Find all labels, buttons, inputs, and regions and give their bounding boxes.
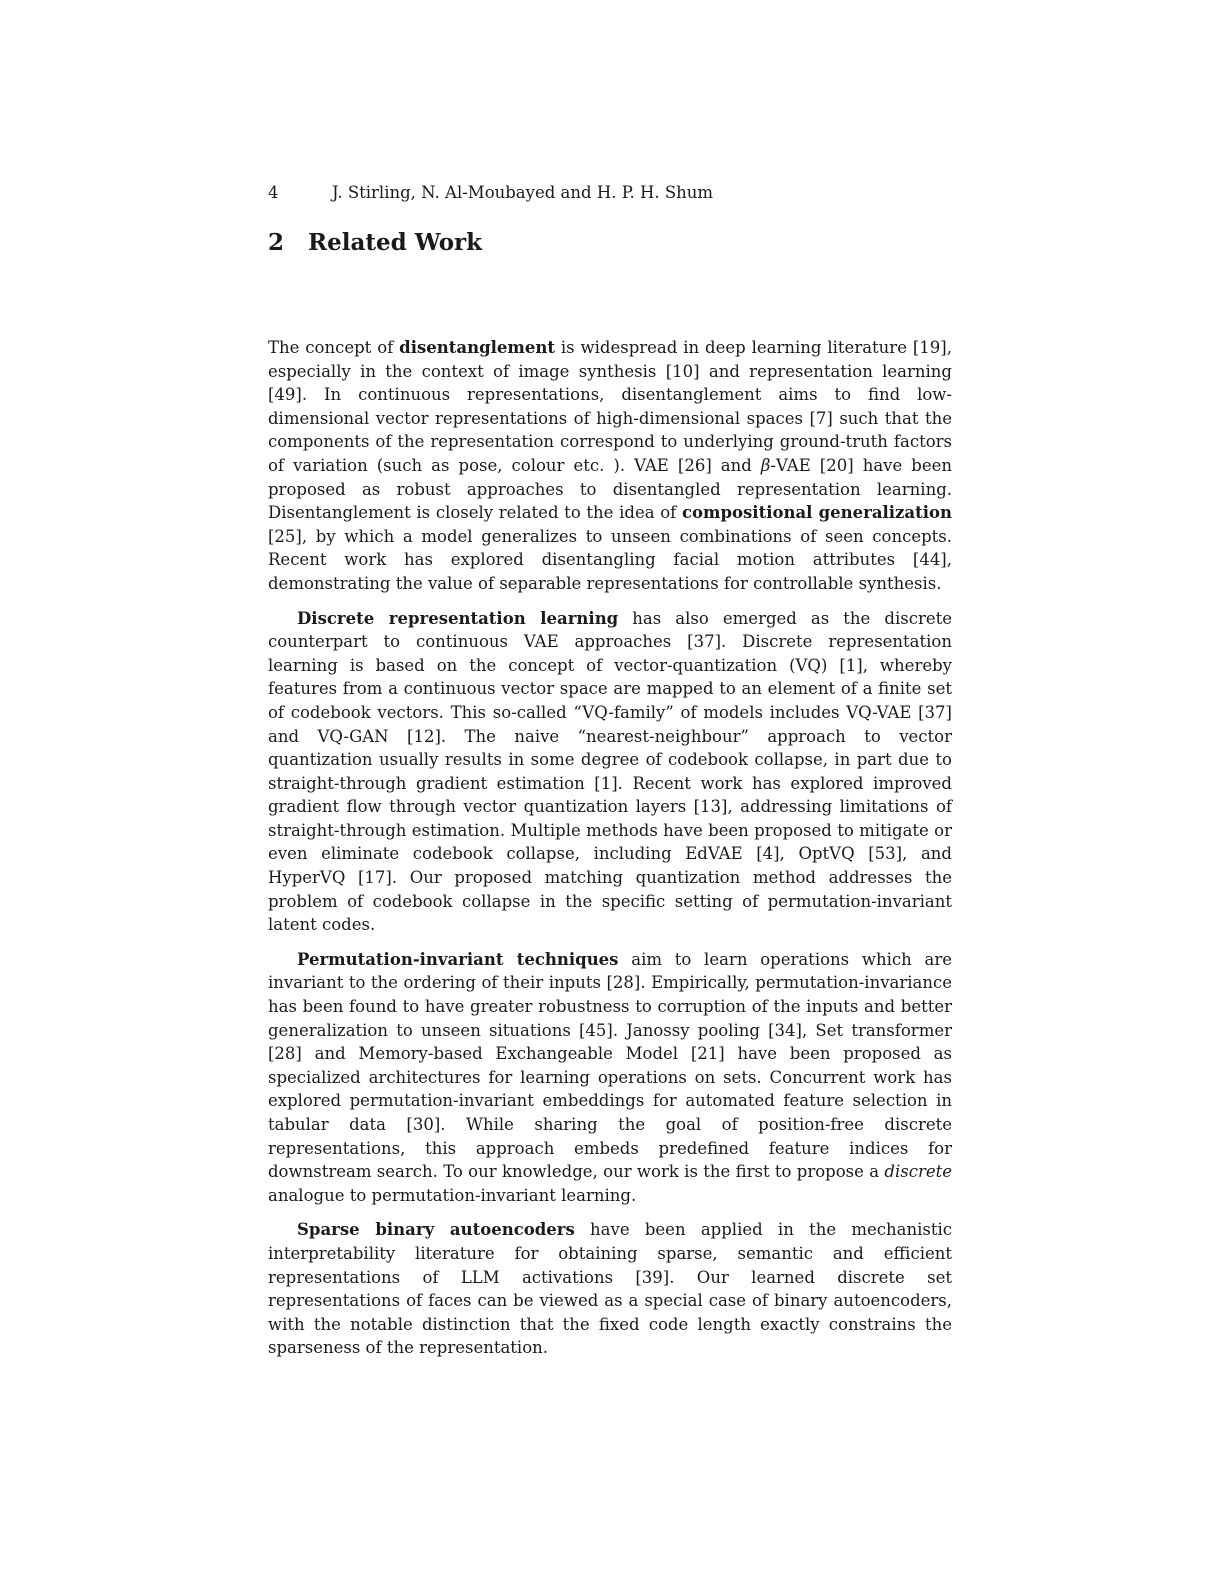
bold-term: compositional generalization xyxy=(681,503,953,523)
paragraph-discrete-representation xyxy=(268,607,952,937)
bold-term: Sparse binary autoencoders xyxy=(297,1220,575,1240)
bold-term: Discrete representation learning xyxy=(297,608,619,628)
paragraph-sparse-autoencoders xyxy=(268,1218,952,1360)
text-span: The concept of xyxy=(268,338,400,357)
bold-term: disentanglement xyxy=(399,338,555,357)
text-span: [25], by which a model generalizes to unseen combinations of seen concepts. Recent work has explored disentangling facial motion attributes [44], demonstrating the value of separable representations for controllable synthesis. xyxy=(268,526,952,593)
paragraph-permutation-invariant xyxy=(268,948,952,1208)
page-number: 4 xyxy=(268,183,279,202)
author-line: J. Stirling, N. Al-Moubayed and H. P. H. Shum xyxy=(332,183,714,202)
body-text xyxy=(268,336,952,1371)
italic-symbol: β xyxy=(760,455,771,475)
italic-term: discrete xyxy=(884,1162,952,1182)
text-span: analogue to permutation-invariant learning. xyxy=(268,1185,637,1205)
section-number: 2 xyxy=(268,229,285,256)
paragraph-disentanglement xyxy=(268,336,952,596)
text-span: is widespread in deep learning literature [19], especially in the context of image synthesis [10] and representation learning [49]. In continuous representations, disentanglement aims to find low-dimensional vector representations of high-dimensional spaces [7] such that the components of the representation correspond to underlying ground-truth factors of variation (such as pose, colour etc. ). VAE [26] and xyxy=(268,338,952,475)
bold-term: Permutation-invariant techniques xyxy=(297,949,619,969)
section-heading xyxy=(268,228,482,258)
text-span: -VAE [20] have been proposed as robust approaches to disentangled representation learning. Disentanglement is closely related to the idea of xyxy=(268,455,953,523)
text-span: aim to learn operations which are invariant to the ordering of their inputs [28]. Empirically, permutation-invariance has been found to have greater robustness to corruption of the inputs and better generalization to unseen situations [45]. Janossy pooling [34], Set transformer [28] and Memory-based Exchangeable Model [21] have been proposed as specialized architectures for learning operations on sets. Concurrent work has explored permutation-invariant embeddings for automated feature selection in tabular data [30]. While sharing the goal of position-free discrete representations, this approach embeds predefined feature indices for downstream search. To our knowledge, our work is the first to propose a xyxy=(268,949,953,1182)
text-span: have been applied in the mechanistic interpretability literature for obtaining sparse, semantic and efficient representations of LLM activations [39]. Our learned discrete set representations of faces can be viewed as a special case of binary autoencoders, with the notable distinction that the fixed code length exactly constrains the sparseness of the representation. xyxy=(268,1220,952,1358)
section-title: Related Work xyxy=(308,229,483,256)
text-span: has also emerged as the discrete counterpart to continuous VAE approaches [37]. Discrete representation learning is based on the concept of vector-quantization (VQ) [1], whereby features from a continuous vector space are mapped to an element of a finite set of codebook vectors. This so-called “VQ-family” of models includes VQ-VAE [37] and VQ-GAN [12]. The naive “nearest-neighbour” approach to vector quantization usually results in some degree of codebook collapse, in part due to straight-through gradient estimation [1]. Recent work has explored improved gradient flow through vector quantization layers [13], addressing limitations of straight-through estimation. Multiple methods have been proposed to mitigate or even eliminate codebook collapse, including EdVAE [4], OptVQ [53], and HyperVQ [17]. Our proposed matching quantization method addresses the problem of codebook collapse in the specific setting of permutation-invariant latent codes. xyxy=(268,608,952,935)
running-header xyxy=(268,182,968,204)
